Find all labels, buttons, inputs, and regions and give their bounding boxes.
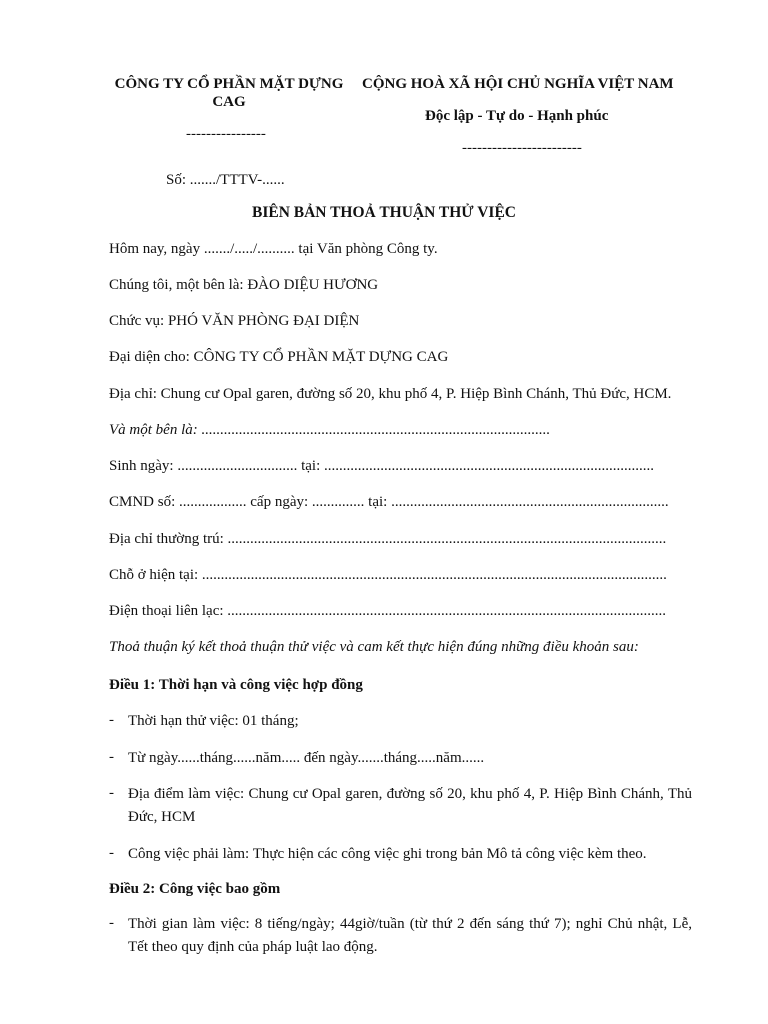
field-date: Hôm nay, ngày ......./...../.......... tại Văn phòng Công ty.: [109, 241, 438, 257]
nation-motto: Độc lập - Tự do - Hạnh phúc: [425, 108, 609, 124]
field-phone: Điện thoại liên lạc: .....................................................................................................................: [109, 603, 667, 619]
article-2-item: Thời gian làm việc: 8 tiếng/ngày; 44giờ/tuần (từ thứ 2 đến sáng thứ 7); nghỉ Chủ nhật, Lễ, Tết theo quy định của pháp luật lao động.: [128, 916, 692, 955]
field-birthdate: Sinh ngày: ................................ tại: ........................................................................................: [109, 458, 654, 474]
company-name-line2: CAG: [212, 94, 246, 110]
field-party-a: Chúng tôi, một bên là: ĐÀO DIỆU HƯƠNG: [109, 277, 379, 293]
bullet-dash: -: [109, 749, 114, 765]
article-1-item: Địa điểm làm việc: Chung cư Opal garen, đường số 20, khu phố 4, P. Hiệp Bình Chánh, Thủ Đức, HCM: [128, 786, 692, 825]
company-rule: ----------------: [186, 126, 266, 142]
field-represent: Đại diện cho: CÔNG TY CỔ PHẦN MẶT DỰNG CAG: [109, 349, 449, 365]
article-1-item: Công việc phải làm: Thực hiện các công việc ghi trong bản Mô tả công việc kèm theo.: [128, 846, 647, 862]
field-permanent-address: Địa chỉ thường trú: .....................................................................................................................: [109, 531, 667, 547]
field-id-card: CMND số: .................. cấp ngày: .............. tại: ..........................................................................: [109, 494, 669, 510]
nation-rule: ------------------------: [462, 140, 582, 156]
bullet-dash: -: [109, 785, 114, 801]
article-1-heading: Điều 1: Thời hạn và công việc hợp đồng: [109, 677, 363, 693]
field-party-b: Và một bên là: .............................................................................................: [109, 422, 551, 438]
company-name-line1: CÔNG TY CỔ PHẦN MẶT DỰNG: [114, 76, 344, 92]
document-title: BIÊN BẢN THOẢ THUẬN THỬ VIỆC: [252, 204, 516, 221]
document-number: Số: ......./TTTV-......: [166, 172, 285, 188]
agreement-intro: Thoả thuận ký kết thoả thuận thử việc và cam kết thực hiện đúng những điều khoản sau:: [109, 639, 639, 655]
article-1-item: Thời hạn thử việc: 01 tháng;: [128, 713, 299, 729]
nation-title: CỘNG HOÀ XÃ HỘI CHỦ NGHĨA VIỆT NAM: [362, 76, 674, 92]
bullet-dash: -: [109, 845, 114, 861]
article-1-item: Từ ngày......tháng......năm..... đến ngày.......tháng.....năm......: [128, 750, 485, 766]
bullet-dash: -: [109, 712, 114, 728]
bullet-dash: -: [109, 915, 114, 931]
field-current-residence: Chỗ ở hiện tại: ............................................................................................................................: [109, 567, 667, 583]
article-2-heading: Điều 2: Công việc bao gồm: [109, 881, 281, 897]
field-position: Chức vụ: PHÓ VĂN PHÒNG ĐẠI DIỆN: [109, 313, 360, 329]
field-address: Địa chỉ: Chung cư Opal garen, đường số 20, khu phố 4, P. Hiệp Bình Chánh, Thủ Đức, HCM.: [109, 386, 672, 402]
